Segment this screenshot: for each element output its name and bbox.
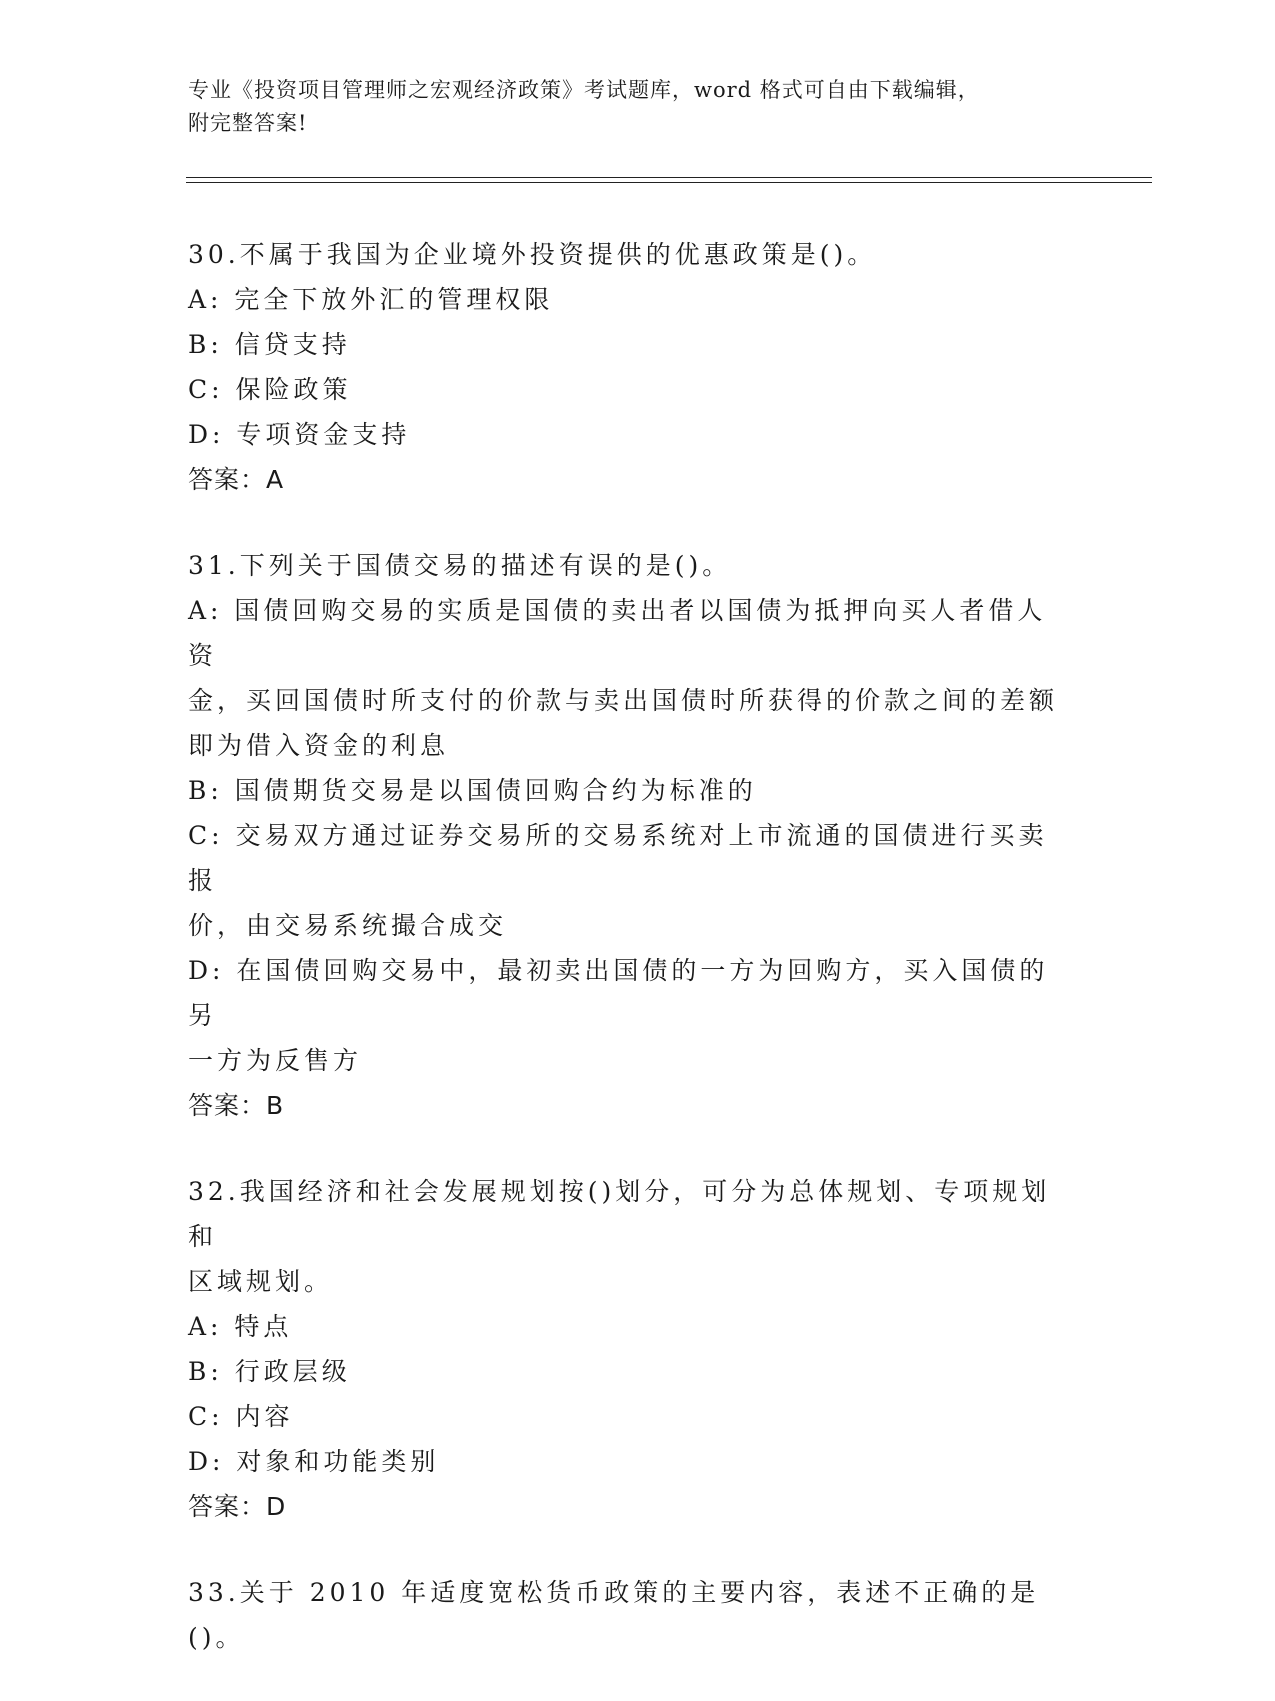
- answer-option: [188, 768, 1068, 813]
- answer-option-text: 金，买回国债时所支付的价款与卖出国债时所获得的价款之间的差额: [188, 686, 1059, 715]
- question-item: [188, 1169, 1068, 1529]
- correct-answer: 答案：D: [188, 1492, 287, 1521]
- answer-option-text: A: 特点: [188, 1312, 293, 1341]
- answer-option-text: B: 国债期货交易是以国债回购合约为标准的: [188, 776, 757, 805]
- header-divider-top: [186, 177, 1152, 178]
- answer-option-text: C: 保险政策: [188, 375, 352, 404]
- answer-option-text: D: 专项资金支持: [188, 420, 411, 449]
- answer-option: [188, 1439, 1068, 1484]
- answer-option: [188, 1304, 1068, 1349]
- header-line-2: 附完整答案!: [188, 111, 308, 135]
- answer-option-text: D: 在国债回购交易中，最初卖出国债的一方为回购方，买入国债的另: [188, 956, 1049, 1030]
- answer-option-text: C: 内容: [188, 1402, 294, 1431]
- header-line-1: 专业《投资项目管理师之宏观经济政策》考试题库，word 格式可自由下载编辑，: [188, 78, 980, 102]
- answer-option: [188, 412, 1068, 457]
- answer-option-text: 一方为反售方: [188, 1046, 363, 1075]
- answer-option: [188, 277, 1068, 322]
- answer-option: [188, 1394, 1068, 1439]
- question-stem: 31.下列关于国债交易的描述有误的是()。: [188, 551, 732, 580]
- answer-option-text: 即为借入资金的利息: [188, 731, 450, 760]
- header-divider-bottom: [186, 182, 1152, 183]
- answer-option-text: A: 完全下放外汇的管理权限: [188, 285, 554, 314]
- answer-option: [188, 588, 1068, 768]
- correct-answer: 答案：B: [188, 1091, 285, 1120]
- question-item: [188, 232, 1068, 502]
- question-stem: 33.关于 2010 年适度宽松货币政策的主要内容，表述不正确的是()。: [188, 1578, 1040, 1652]
- answer-option-text: C: 交易双方通过证券交易所的交易系统对上市流通的国债进行买卖报: [188, 821, 1048, 895]
- answer-option: [188, 948, 1068, 1083]
- question-stem: 区域规划。: [188, 1267, 334, 1296]
- answer-option: [188, 813, 1068, 948]
- answer-option-text: B: 行政层级: [188, 1357, 351, 1386]
- answer-option-text: 价，由交易系统撮合成交: [188, 911, 508, 940]
- document-header: [188, 74, 1068, 140]
- question-list: [188, 232, 1068, 1701]
- answer-option: [188, 367, 1068, 412]
- answer-option-text: B: 信贷支持: [188, 330, 351, 359]
- question-stem: 30.不属于我国为企业境外投资提供的优惠政策是()。: [188, 240, 877, 269]
- question-item: [188, 543, 1068, 1128]
- answer-option: [188, 322, 1068, 367]
- answer-option: [188, 1349, 1068, 1394]
- question-item: [188, 1570, 1068, 1660]
- question-stem: 32.我国经济和社会发展规划按()划分，可分为总体规划、专项规划和: [188, 1177, 1051, 1251]
- answer-option-text: D: 对象和功能类别: [188, 1447, 440, 1476]
- answer-option-text: A: 国债回购交易的实质是国债的卖出者以国债为抵押向买人者借人资: [188, 596, 1047, 670]
- correct-answer: 答案：A: [188, 465, 285, 494]
